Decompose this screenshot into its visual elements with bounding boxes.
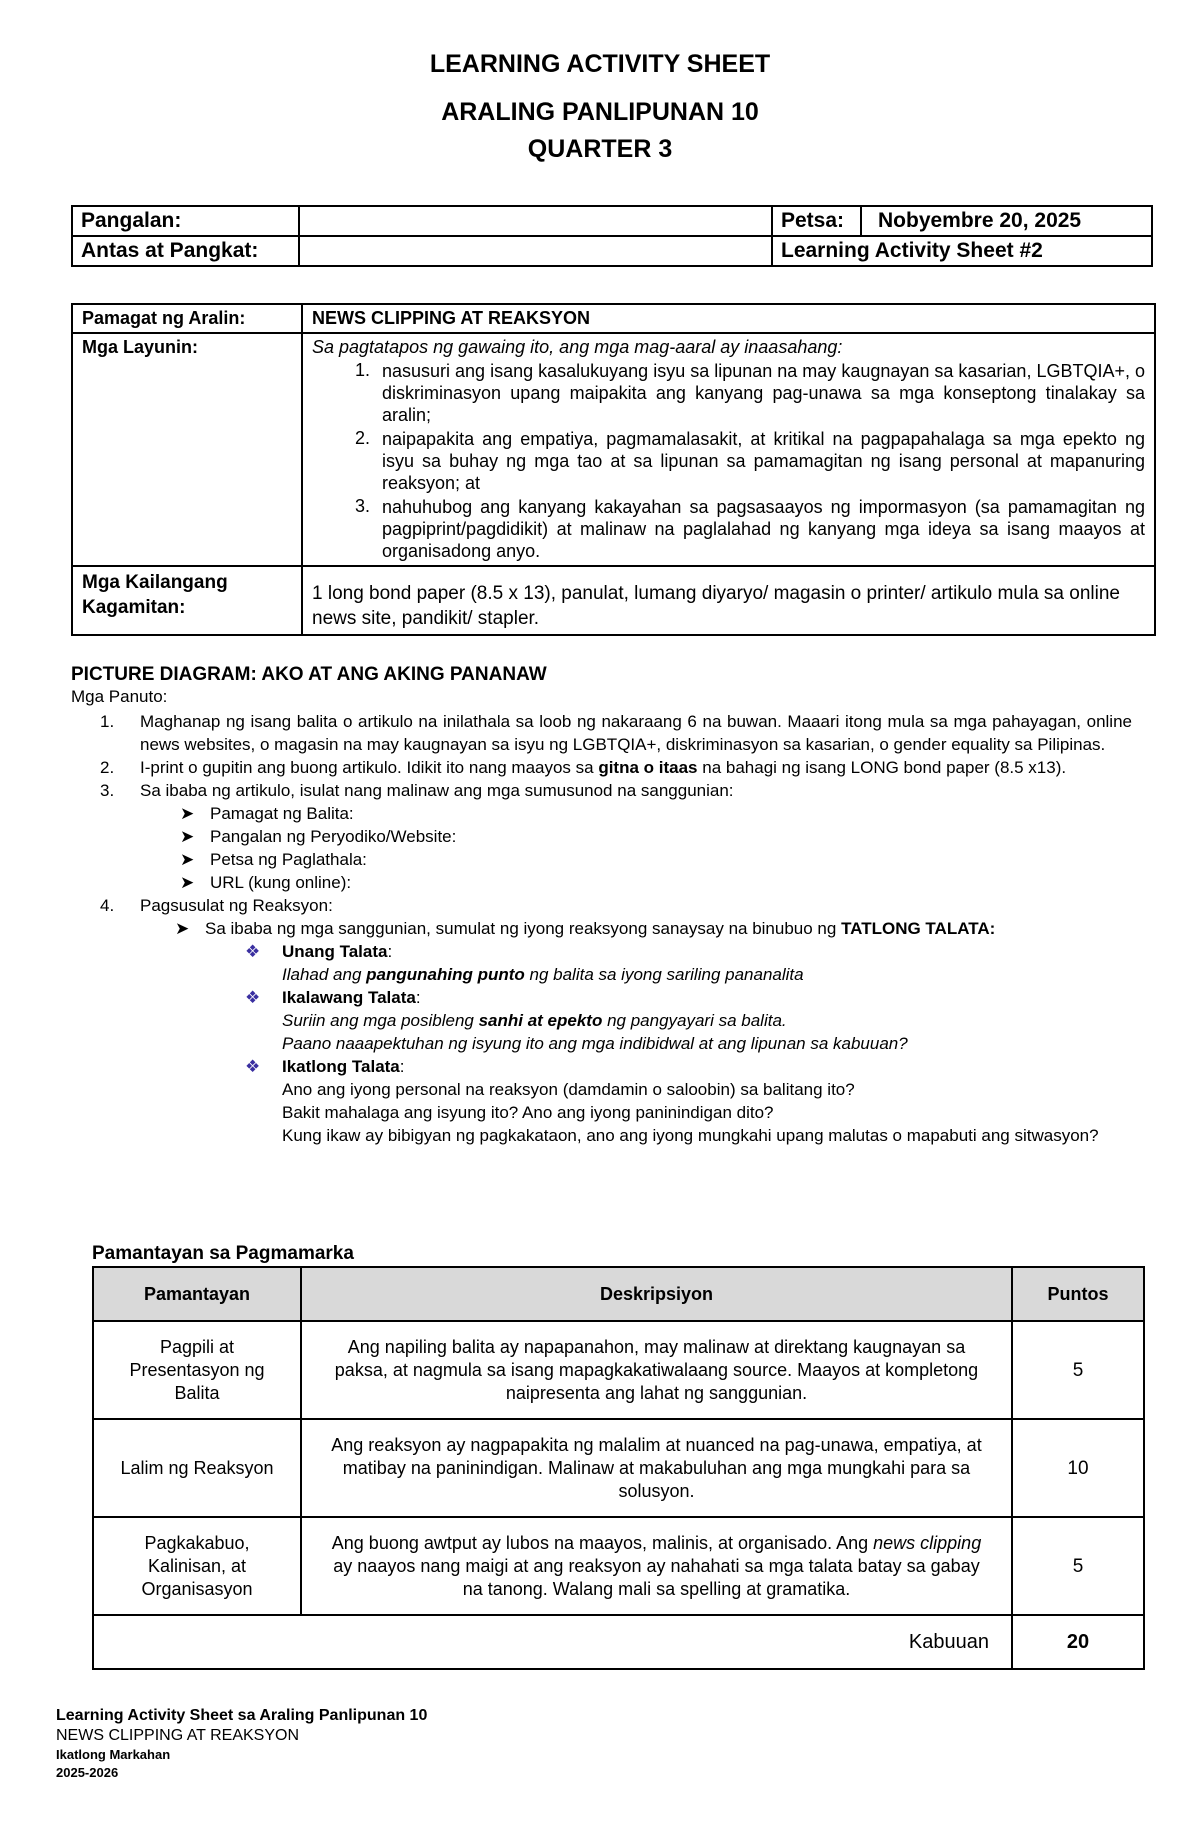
total-label: Kabuuan	[93, 1615, 1012, 1669]
lesson-table	[71, 303, 1156, 636]
arrow-bullet-icon: ➤	[180, 827, 195, 846]
paragraph-guide: Ilahad ang pangunahing punto ng balita sa iyong sariling pananalita	[282, 965, 804, 984]
reference-item: ➤ Petsa ng Paglathala:	[180, 850, 367, 869]
footer-year: 2025-2026	[56, 1765, 119, 1780]
reaction-intro: ➤ Sa ibaba ng mga sanggunian, sumulat ng iyong reaksyong sanaysay na binubuo ng TATLONG TALATA:	[175, 919, 996, 938]
total-value: 20	[1012, 1615, 1144, 1669]
paragraph-heading: ❖ Unang Talata:	[245, 942, 393, 961]
description-header: Deskripsiyon	[301, 1267, 1012, 1321]
description-cell: Ang buong awtput ay lubos na maayos, malinis, at organisado. Ang news clipping ay naayos nang maigi at ang reaksyon ay nahahati sa mga talata batay sa gabay na tanong. Walang mali sa spelling at gramatika.	[301, 1517, 1012, 1615]
objective-item: 3. nahuhubog ang kanyang kakayahan sa pagsasaayos ng impormasyon (sa pamamagitan ng pagpiprint/pagdidikit) at malinaw na paglalahad ng kanyang mga ideya sa isang maayos at organisadong anyo.	[354, 496, 1145, 561]
date-value: Nobyembre 20, 2025	[861, 206, 1152, 236]
rubric-table	[92, 1266, 1145, 1670]
instruction-step: 3. Sa ibaba ng artikulo, isulat nang malinaw ang mga sumusunod na sanggunian:	[100, 781, 734, 800]
rubric-title: Pamantayan sa Pagmamarka	[92, 1243, 354, 1264]
criteria-cell: Pagkakabuo, Kalinisan, at Organisasyon	[93, 1517, 301, 1615]
arrow-bullet-icon: ➤	[180, 873, 195, 892]
page-footer	[56, 1706, 427, 1782]
paragraph-guide: Bakit mahalaga ang isyung ito? Ano ang iyong paninindigan dito?	[282, 1103, 774, 1122]
lesson-title-label: Pamagat ng Aralin:	[72, 304, 302, 333]
instruction-step: 4. Pagsusulat ng Reaksyon:	[100, 896, 333, 915]
objectives-label: Mga Layunin:	[72, 333, 302, 566]
name-label: Pangalan:	[72, 206, 299, 236]
paragraph-guide: Kung ikaw ay bibigyan ng pagkakataon, ano ang iyong mungkahi upang malutas o mapabuti ang sitwasyon?	[282, 1126, 1099, 1145]
description-cell: Ang napiling balita ay napapanahon, may malinaw at direktang kaugnayan sa paksa, at nagmula sa isang mapagkakatiwalaang source. Maayos at kompletong naipresenta ang lahat ng sanggunian.	[301, 1321, 1012, 1419]
rubric-row	[93, 1321, 1144, 1419]
rubric-row	[93, 1419, 1144, 1517]
reference-item: ➤ Pamagat ng Balita:	[180, 804, 354, 823]
date-label: Petsa:	[772, 206, 861, 236]
grade-section-field[interactable]	[299, 236, 772, 266]
arrow-bullet-icon: ➤	[180, 850, 195, 869]
instruction-step: 1. Maghanap ng isang balita o artikulo na inilathala sa loob ng nakaraang 6 na buwan. Maaari itong mula sa mga pahayagan, online news websites, o magasin na may kaugnayan sa isyu ng LGBTQIA+, diskriminasyon sa kasarian, o gender equality sa Pilipinas.	[100, 712, 1132, 754]
sheet-number: Learning Activity Sheet #2	[772, 236, 1152, 266]
grade-section-label: Antas at Pangkat:	[72, 236, 299, 266]
objectives-cell	[302, 333, 1155, 566]
lesson-title-value: NEWS CLIPPING AT REAKSYON	[302, 304, 1155, 333]
points-cell: 5	[1012, 1321, 1144, 1419]
diamond-bullet-icon: ❖	[245, 988, 261, 1007]
footer-quarter: Ikatlong Markahan	[56, 1747, 171, 1762]
footer-title: Learning Activity Sheet sa Araling Panlipunan 10	[56, 1707, 428, 1724]
reference-item: ➤ Pangalan ng Peryodiko/Website:	[180, 827, 457, 846]
sheet-title: LEARNING ACTIVITY SHEET	[429, 50, 771, 78]
description-cell: Ang reaksyon ay nagpapakita ng malalim at nuanced na pag-unawa, empatiya, at matibay na paninindigan. Malinaw at makabuluhan ang mga mungkahi para sa solusyon.	[301, 1419, 1012, 1517]
objectives-intro: Sa pagtatapos ng gawaing ito, ang mga mag-aaral ay inaasahang:	[312, 337, 843, 357]
reference-item: ➤ URL (kung online):	[180, 873, 352, 892]
points-cell: 5	[1012, 1517, 1144, 1615]
instruction-step: 2. I-print o gupitin ang buong artikulo. Idikit ito nang maayos sa gitna o itaas na bahagi ng isang LONG bond paper (8.5 x13).	[100, 758, 1067, 777]
materials-value: 1 long bond paper (8.5 x 13), panulat, lumang diyaryo/ magasin o printer/ artikulo mula sa online news site, pandikit/ stapler.	[302, 566, 1155, 635]
paragraph-heading: ❖ Ikalawang Talata:	[245, 988, 421, 1007]
paragraph-guide: Suriin ang mga posibleng sanhi at epekto ng pangyayari sa balita.	[282, 1011, 787, 1030]
arrow-bullet-icon: ➤	[180, 804, 195, 823]
paragraph-heading: ❖ Ikatlong Talata:	[245, 1057, 405, 1076]
objective-item: 2. naipapakita ang empatiya, pagmamalasakit, at kritikal na pagpapahalaga sa mga epekto ng isyu sa buhay ng mga tao at sa lipunan sa pamamagitan ng isang personal at mapanuring reaksyon; at	[354, 428, 1145, 493]
objective-item: 1. nasusuri ang isang kasalukuyang isyu sa lipunan na may kaugnayan sa kasarian, LGBTQIA+, o diskriminasyon upang maipakita ang kanyang pag-unawa sa mga konseptong tinalakay sa aralin;	[354, 360, 1145, 425]
rubric-header-row	[93, 1267, 1144, 1321]
name-field[interactable]	[299, 206, 772, 236]
student-info-table	[71, 205, 1153, 267]
diamond-bullet-icon: ❖	[245, 1057, 261, 1076]
diamond-bullet-icon: ❖	[245, 942, 261, 961]
paragraph-guide: Paano naaapektuhan ng isyung ito ang mga indibidwal at ang lipunan sa kabuuan?	[282, 1034, 908, 1053]
instructions-label: Mga Panuto:	[71, 687, 168, 706]
criteria-header: Pamantayan	[93, 1267, 301, 1321]
paragraph-guide: Ano ang iyong personal na reaksyon (damdamin o saloobin) sa balitang ito?	[282, 1080, 855, 1099]
criteria-cell: Lalim ng Reaksyon	[93, 1419, 301, 1517]
criteria-cell: Pagpili at Presentasyon ng Balita	[93, 1321, 301, 1419]
quarter-title: QUARTER 3	[527, 135, 673, 163]
materials-label: Mga Kailangang Kagamitan:	[72, 566, 302, 635]
rubric-row	[93, 1517, 1144, 1615]
rubric-total-row	[93, 1615, 1144, 1669]
instructions-list	[100, 710, 1132, 1147]
arrow-bullet-icon: ➤	[175, 919, 190, 938]
footer-lesson: NEWS CLIPPING AT REAKSYON	[56, 1727, 300, 1744]
points-header: Puntos	[1012, 1267, 1144, 1321]
subject-title: ARALING PANLIPUNAN 10	[441, 98, 759, 126]
points-cell: 10	[1012, 1419, 1144, 1517]
activity-title: PICTURE DIAGRAM: AKO AT ANG AKING PANANAW	[71, 664, 547, 685]
